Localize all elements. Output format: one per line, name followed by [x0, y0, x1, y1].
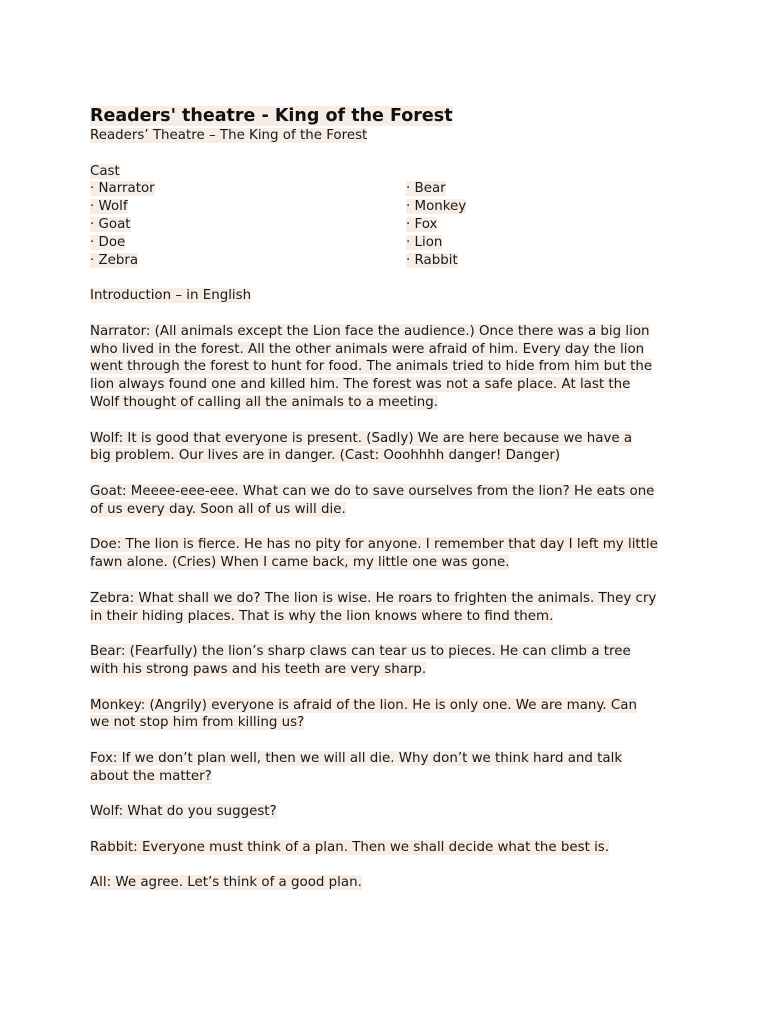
- dialogue-text: Fox: If we don’t plan well, then we will all die. Why don’t we think hard and talk: [90, 750, 623, 766]
- cast-item-lion: · Lion: [406, 234, 443, 250]
- dialogue-wolf: [90, 430, 690, 466]
- dialogue-line: [90, 394, 690, 412]
- cast-item: [406, 198, 690, 216]
- introduction-line: [90, 287, 690, 305]
- dialogue-line: [90, 483, 690, 501]
- dialogue-fox: [90, 750, 690, 786]
- dialogue-line: [90, 536, 690, 554]
- dialogue-zebra: [90, 590, 690, 626]
- dialogue-text: Wolf: It is good that everyone is present. (Sadly) We are here because we have a: [90, 430, 633, 446]
- dialogue-text: who lived in the forest. All the other animals were afraid of him. Every day the lion: [90, 341, 645, 357]
- dialogue-line: [90, 714, 690, 732]
- dialogue-text: All: We agree. Let’s think of a good plan.: [90, 875, 362, 891]
- dialogue-text: we not stop him from killing us?: [90, 715, 305, 731]
- dialogue-text: about the matter?: [90, 768, 212, 784]
- dialogue-text: Goat: Meeee-eee-eee. What can we do to save ourselves from the lion? He eats one: [90, 483, 655, 499]
- cast-list: [90, 180, 690, 269]
- dialogue-narrator: [90, 323, 690, 412]
- dialogue-text: Bear: (Fearfully) the lion’s sharp claws can tear us to pieces. He can climb a tree: [90, 644, 631, 660]
- dialogue-line: [90, 447, 690, 465]
- dialogue-goat: [90, 483, 690, 519]
- dialogue-line: [90, 803, 690, 821]
- dialogue-text: lion always found one and killed him. The forest was not a safe place. At last the: [90, 377, 631, 393]
- dialogue-text: Monkey: (Angrily) everyone is afraid of the lion. He is only one. We are many. Can: [90, 697, 637, 713]
- dialogue-line: [90, 661, 690, 679]
- dialogue-line: [90, 768, 690, 786]
- dialogue-text: Rabbit: Everyone must think of a plan. Then we shall decide what the best is.: [90, 839, 610, 855]
- cast-item: [406, 216, 690, 234]
- dialogue-line: [90, 839, 690, 857]
- cast-item: [90, 234, 406, 252]
- dialogue-text: in their hiding places. That is why the lion knows where to find them.: [90, 608, 554, 624]
- cast-item: [90, 180, 406, 198]
- dialogue-line: [90, 323, 690, 341]
- introduction-text: Introduction – in English: [90, 288, 252, 304]
- dialogue-line: [90, 750, 690, 768]
- document-subtitle: [90, 127, 690, 145]
- cast-item-monkey: · Monkey: [406, 199, 467, 215]
- cast-heading-text: Cast: [90, 163, 120, 179]
- cast-item: [90, 198, 406, 216]
- cast-item-narrator: · Narrator: [90, 181, 155, 197]
- dialogue-text: Doe: The lion is fierce. He has no pity for anyone. I remember that day I left my little: [90, 537, 658, 553]
- cast-item: [406, 234, 690, 252]
- dialogue-all: [90, 874, 690, 892]
- dialogue-line: [90, 590, 690, 608]
- dialogue-line: [90, 874, 690, 892]
- cast-item-fox: · Fox: [406, 216, 438, 232]
- cast-item-zebra: · Zebra: [90, 252, 139, 268]
- dialogue-rabbit: [90, 839, 690, 857]
- dialogue-line: [90, 643, 690, 661]
- dialogue-line: [90, 376, 690, 394]
- cast-item-rabbit: · Rabbit: [406, 252, 458, 268]
- dialogue-doe: [90, 536, 690, 572]
- dialogue-text: fawn alone. (Cries) When I came back, my little one was gone.: [90, 555, 510, 571]
- dialogue-line: [90, 430, 690, 448]
- document-title: [90, 105, 690, 127]
- dialogue-text: of us every day. Soon all of us will die.: [90, 501, 346, 517]
- dialogue-line: [90, 341, 690, 359]
- cast-heading: [90, 163, 690, 181]
- cast-item: [406, 180, 690, 198]
- cast-item-goat: · Goat: [90, 216, 131, 232]
- cast-item-doe: · Doe: [90, 234, 126, 250]
- document-title-text: Readers' theatre - King of the Forest: [90, 106, 453, 126]
- dialogue-wolf-2: [90, 803, 690, 821]
- dialogue-text: Zebra: What shall we do? The lion is wise. He roars to frighten the animals. They cry: [90, 590, 657, 606]
- document-subtitle-text: Readers’ Theatre – The King of the Forest: [90, 128, 368, 143]
- dialogue-line: [90, 554, 690, 572]
- dialogue-line: [90, 608, 690, 626]
- cast-item-bear: · Bear: [406, 181, 446, 197]
- dialogue-text: with his strong paws and his teeth are very sharp.: [90, 661, 427, 677]
- cast-item: [406, 252, 690, 270]
- cast-item-wolf: · Wolf: [90, 199, 128, 215]
- dialogue-bear: [90, 643, 690, 679]
- cast-item: [90, 216, 406, 234]
- dialogue-line: [90, 358, 690, 376]
- dialogue-text: went through the forest to hunt for food. The animals tried to hide from him but the: [90, 359, 653, 375]
- dialogue-text: Wolf thought of calling all the animals to a meeting.: [90, 394, 439, 410]
- dialogue-monkey: [90, 697, 690, 733]
- dialogue-text: Wolf: What do you suggest?: [90, 804, 277, 820]
- dialogue-text: big problem. Our lives are in danger. (Cast: Ooohhhh danger! Danger): [90, 448, 561, 464]
- dialogue-line: [90, 697, 690, 715]
- dialogue-text: Narrator: (All animals except the Lion face the audience.) Once there was a big lion: [90, 323, 650, 339]
- cast-item: [90, 252, 406, 270]
- document-page: [90, 105, 690, 910]
- dialogue-line: [90, 501, 690, 519]
